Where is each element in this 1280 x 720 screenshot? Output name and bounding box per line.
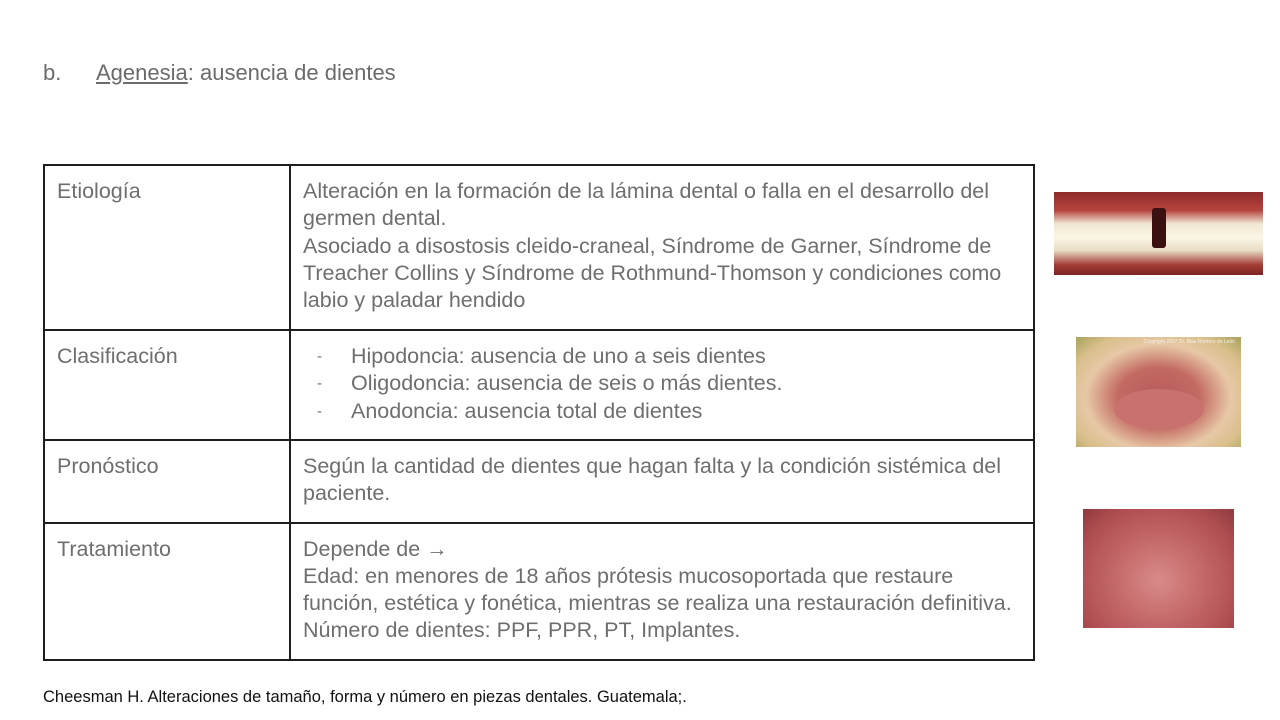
citation: Cheesman H. Alteraciones de tamaño, forma y número en piezas dentales. Guatemala;.	[43, 688, 687, 706]
tooth-gap	[1152, 208, 1166, 248]
dash-bullet: -	[317, 375, 322, 393]
row-label: Clasificación	[44, 330, 290, 440]
list-marker: b.	[43, 60, 62, 85]
list-item-text: Hipodoncia: ausencia de uno a seis dientes	[351, 344, 766, 368]
table-row-tratamiento	[44, 523, 1034, 660]
list-item	[303, 343, 1021, 370]
dash-bullet: -	[317, 348, 322, 365]
dental-photo-anodontia	[1083, 509, 1234, 628]
dental-photo-oligodontia	[1076, 337, 1241, 447]
classification-list	[303, 343, 1021, 425]
section-heading	[43, 60, 396, 86]
list-item	[303, 398, 1021, 425]
table-row-etiologia	[44, 165, 1034, 330]
etiologia-text-2: Asociado a disostosis cleido-craneal, Síndrome de Garner, Síndrome de Treacher Collins y Síndrome de Rothmund-Thomson y condiciones como labio y paladar hendido	[303, 233, 1002, 313]
row-content	[290, 330, 1034, 440]
dental-photo-missing-tooth	[1054, 192, 1263, 275]
row-label: Pronóstico	[44, 440, 290, 523]
agenesia-table	[43, 164, 1035, 661]
list-item-text: Anodoncia: ausencia total de dientes	[351, 398, 703, 423]
photo-copyright: Copyright 2007 Dr. Blas Romero de León	[1143, 339, 1235, 345]
list-item	[303, 370, 1021, 397]
row-label: Etiología	[44, 165, 290, 330]
table-row-clasificacion	[44, 330, 1034, 440]
list-item-text: Oligodoncia: ausencia de seis o más dientes.	[351, 371, 783, 396]
etiologia-text-1: Alteración en la formación de la lámina dental o falla en el desarrollo del germen dental.	[303, 179, 990, 231]
dash-bullet: -	[317, 402, 322, 420]
row-label: Tratamiento	[44, 523, 290, 660]
row-content: Según la cantidad de dientes que hagan falta y la condición sistémica del paciente.	[290, 440, 1034, 523]
tratamiento-text-1: Depende de →	[303, 536, 448, 561]
row-content	[290, 523, 1034, 660]
row-content	[290, 165, 1034, 330]
heading-term: Agenesia	[96, 60, 188, 85]
tratamiento-text-2: Edad: en menores de 18 años prótesis mucosoportada que restaure función, estética y fonética, mientras se realiza una restauración definitiva. Número de dientes: PPF, PPR, PT, Implantes.	[303, 563, 1012, 643]
table-row-pronostico	[44, 440, 1034, 523]
heading-definition: : ausencia de dientes	[187, 60, 396, 85]
photo-tongue	[1114, 389, 1204, 429]
